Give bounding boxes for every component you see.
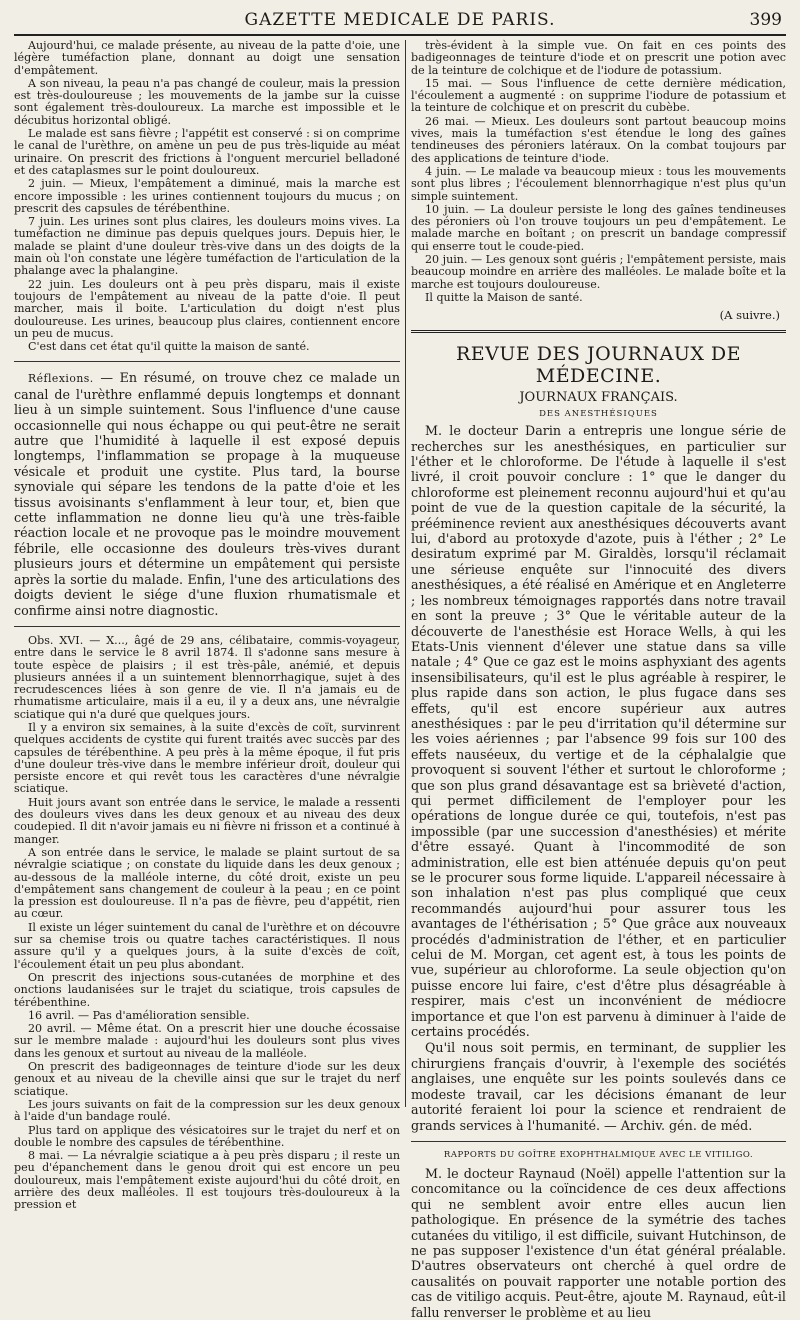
observation-paragraph: 2 juin. — Mieux, l'empâtement a diminué, mais la marche est encore impossible : les urines contiennent toujours du mucus ; on prescrit des capsules de térébenthine.: [14, 177, 400, 215]
divider: [411, 1141, 786, 1142]
observation-paragraph: Il existe un léger suintement du canal de l'urèthre et on découvre sur sa chemise trois ou quatre taches caractéristiques. Il nous assure qu'il y a quelques jours, à la suite d'excès de coït, l'écoulement était un peu plus abondant.: [14, 920, 400, 971]
observation-paragraph: 4 juin. — Le malade va beaucoup mieux : tous les mouvements sont plus libres ; l'écoulement blennorrhagique n'est plus qu'un simple suintement.: [411, 164, 786, 203]
observation-paragraph: 16 avril. — Pas d'amélioration sensible.: [28, 1008, 250, 1022]
section-heading-goitre: RAPPORTS DU GOÎTRE EXOPHTHALMIQUE AVEC LE VITILIGO.: [443, 1149, 754, 1160]
section-heading-anesthesiques: DES ANESTHÉSIQUES: [539, 409, 658, 420]
page-number: 399: [749, 10, 782, 30]
a-suivre-note: (A suivre.): [719, 308, 780, 323]
observation-paragraph: 22 juin. Les douleurs ont à peu près disparu, mais il existe toujours de l'empâtement au niveau de la patte d'oie. Il peut marcher, mais il boite. L'articulation du doigt n'est plus douloureuse. Les urines, beaucoup plus claires, contiennent encore un peu de mucus.: [14, 277, 400, 340]
observation-paragraph: A son entrée dans le service, le malade se plaint surtout de sa névralgie sciatique ; on constate du liquide dans les deux genoux ; au-dessous de la malléole interne, du côté droit, existe un peu d'empâtement sans changement de couleur à la peau ; en ce point la pression est douloureuse. Il n'a pas de fièvre, peu d'appétit, rien au cœur.: [14, 845, 400, 921]
observation-paragraph: Huit jours avant son entrée dans le service, le malade a ressenti des douleurs vives dans les deux genoux et au niveau des deux coudepied. Il dit n'avoir jamais eu ni fièvre ni frisson et a continué à manger.: [14, 795, 400, 846]
observation-continued: [14, 40, 400, 353]
observation-paragraph: 26 mai. — Mieux. Les douleurs sont partout beaucoup moins vives, mais la tuméfaction s'est étendue le long des gaînes tendineuses des péroniers latéraux. On la combat toujours par des applications de teinture d'iode.: [411, 114, 786, 165]
observation-paragraph: Il quitte la Maison de santé.: [425, 290, 583, 304]
goitre-paragraph: M. le docteur Raynaud (Noël) appelle l'attention sur la concomitance ou la coïncidence de ces deux affections qui ne semblent avoir entre elles aucun lien pathologique. En présence de la symétrie des taches cutanées du vitiligo, il est difficile, suivant Hutchinson, de ne pas supposer l'existence d'un état général préalable. D'autres observateurs ont cherché à quel ordre de causalités on pouvait rapporter une notable portion des cas de vitiligo acquis. Peut-être, ajoute M. Raynaud, eût-il fallu renverser le problème et au lieu: [411, 1165, 786, 1320]
section-divider: [411, 330, 786, 333]
reflexions-text: — En résumé, on trouve chez ce malade un canal de l'urèthre enflammé depuis longtemps et donnant lieu à un simple suintement. Sous l'influence d'une cause occasionnelle qui nous échappe ou qui peut-être ne serait autre que l'humidité à laquelle il est exposé depuis longtemps, l'inflammation se propage à la muqueuse vésicale et produit une cystite. Plus tard, la bourse synoviale qui sépare les tendons de la patte d'oie et les tissus avoisinants s'enflamment à leur tour, et, bien que cette inflammation ne donne lieu qu'à une très-faible réaction locale et ne provoque pas le moindre mouvement fébrile, elle occasionne des douleurs très-vives durant plusieurs jours et détermine un empâtement qui persiste après la sortie du malade. Enfin, l'une des articulations des doigts devient le siége d'une fluxion rhumatismale et confirme ainsi notre diagnostic.: [14, 370, 400, 618]
observation-paragraph: Les jours suivants on fait de la compression sur les deux genoux à l'aide d'un bandage roulé.: [14, 1097, 400, 1124]
masthead-title: GAZETTE MEDICALE DE PARIS.: [244, 10, 556, 30]
observation-paragraph: 20 avril. — Même état. On a prescrit hier une douche écossaise sur le membre malade : aujourd'hui les douleurs sont plus vives dans les genoux et surtout au niveau de la malléole.: [14, 1022, 400, 1060]
observation-paragraph: On prescrit des badigeonnages de teinture d'iode sur les deux genoux et au niveau de la cheville ainsi que sur le trajet du nerf sciatique.: [14, 1060, 400, 1098]
observation-paragraph: Obs. XVI. — X..., âgé de 29 ans, célibataire, commis-voyageur, entre dans le service le 8 avril 1874. Il s'adonne sans mesure à toute espèce de plaisirs ; il est très-pâle, anémié, et depuis plusieurs années il a un suintement blennorrhagique, sujet à des recrudescences liées à son genre de vie. Il n'a jamais eu de rhumatisme articulaire, mais il a eu, il y a deux ans, une névralgie sciatique qui n'a duré que quelques jours.: [14, 633, 400, 721]
observation-paragraph: très-évident à la simple vue. On fait en ces points des badigeonnages de teinture d'iode et on prescrit une potion avec de la teinture de colchique et de l'iodure de potassium.: [411, 39, 786, 77]
column-rule: [405, 40, 406, 1107]
review-subtitle: JOURNAUX FRANÇAIS.: [519, 390, 678, 406]
observation-paragraph: 20 juin. — Les genoux sont guéris ; l'empâtement persiste, mais beaucoup moindre en arrière des malléoles. Le malade boîte et la marche est toujours douloureuse.: [411, 253, 786, 291]
observation-paragraph: Le malade est sans fièvre ; l'appétit est conservé : si on comprime le canal de l'urèthre, on amène un peu de pus très-liquide au méat urinaire. On prescrit des frictions à l'onguent mercuriel belladoné et des cataplasmes sur le point douloureux.: [14, 127, 400, 177]
observation-paragraph: A son niveau, la peau n'a pas changé de couleur, mais la pression est très-douloureuse ; les mouvements de la jambe sur la cuisse sont également très-douloureux. La marche est impossible et le décubitus horizontal obligé.: [14, 76, 400, 127]
observation-paragraph: On prescrit des injections sous-cutanées de morphine et des onctions laudanisées sur le trajet du sciatique, trois capsules de térébenthine.: [14, 970, 400, 1009]
left-column: [14, 39, 400, 1212]
observation-paragraph: 8 mai. — La névralgie sciatique a à peu près disparu ; il reste un peu d'épanchement dans le genou droit qui est encore un peu douloureux, mais l'empâtement existe aujourd'hui du côté droit, en arrière des deux malléoles. Il est toujours très-douloureux à la pression et: [14, 1149, 400, 1212]
observation-paragraph: C'est dans cet état qu'il quitte la maison de santé.: [28, 340, 310, 354]
observation-paragraph: 7 juin. Les urines sont plus claires, les douleurs moins vives. La tuméfaction ne diminue pas depuis quelques jours. Depuis hier, le malade se plaint d'une douleur très-vive dans un des doigts de la main où l'on constate une légère tuméfaction de l'articulation de la phalange avec la phalangine.: [14, 215, 400, 278]
review-title: REVUE DES JOURNAUX DE MÉDECINE.: [455, 343, 742, 388]
observation-paragraph: Plus tard on applique des vésicatoires sur le trajet du nerf et on double le nombre des capsules de térébenthine.: [14, 1123, 400, 1149]
goitre-article: [411, 1166, 786, 1320]
right-column: [411, 39, 786, 1320]
observation-16-continued: [411, 40, 786, 304]
divider: [14, 626, 400, 627]
anesthesiques-article: [411, 423, 786, 1133]
observation-16: [14, 635, 400, 1212]
observation-paragraph: 10 juin. — La douleur persiste le long des gaînes tendineuses des péroniers où l'on trouve toujours un peu d'empâtement. Le malade marche en boîtant ; on prescrit un bandage compressif qui enserre tout le coude-pied.: [411, 202, 786, 253]
reflexions-paragraph: [14, 370, 400, 618]
columns: [14, 39, 786, 1320]
divider: [14, 361, 400, 362]
page-header: [14, 8, 786, 36]
observation-paragraph: Il y a environ six semaines, à la suite d'excès de coït, survinrent quelques accidents de cystite qui furent traités avec succès par des capsules de térébenthine. A peu près à la même époque, il fut pris d'une douleur très-vive dans le membre inférieur droit, douleur qui persiste encore et qui revêt tous les caractères d'une névralgie sciatique.: [14, 721, 400, 796]
article-paragraph: Qu'il nous soit permis, en terminant, de supplier les chirurgiens français d'ouvrir, à l'exemple des sociétés anglaises, une enquête sur les points soulevés dans ce modeste travail, car les décisions émanant de leur autorité feraient loi pour la science et rendraient de grands services à l'humanité. — Archiv. gén. de méd.: [411, 1040, 786, 1133]
observation-paragraph: 15 mai. — Sous l'influence de cette dernière médication, l'écoulement a augmenté : on supprime l'iodure de potassium et la teinture de colchique et on prescrit du cubèbe.: [411, 76, 786, 115]
reflexions-label: Réflexions.: [28, 372, 94, 386]
article-paragraph: M. le docteur Darin a entrepris une longue série de recherches sur les anesthésiques, en particulier sur l'éther et le chloroforme. De l'étude à laquelle il s'est livré, il croit pouvoir conclure : 1° que le danger du chloroforme est pleinement reconnu aujourd'hui et qu'au point de vue de la question capitale de la sécurité, la prééminence revient aux anesthésiques découverts avant lui, d'abord au protoxyde d'azote, puis à l'éther ; 2° Le desiratum exprimé par M. Giraldès, lorsqu'il réclamait une sérieuse enquête sur l'innocuité des divers anesthésiques, a été réalisé en Amérique et en Angleterre ; les nombreux témoignages rapportés dans notre travail en sont la preuve ; 3° Que le véritable auteur de la découverte de l'anesthésie est Horace Wells, à qui les Etats-Unis viennent d'élever une statue dans sa ville natale ; 4° Que ce gaz est le moins asphyxiant des agents insensibilisateurs, qu'il est le plus agréable à respirer, le plus rapide dans son action, le plus fugace dans ses effets, qu'il est encore supérieur aux autres anesthésiques : par le peu d'irritation qu'il détermine sur les voies aériennes ; par l'absence 99 fois sur 100 des effets nauséeux, du vertige et de la céphalalgie que provoquent si souvent l'éther et surtout le chloroforme ; que son plus grand désavantage est sa brièveté d'action, qui permet difficilement de l'employer pour les opérations de longue durée ce qui, toutefois, n'est pas impossible (par une succession d'anesthésies) et mérite d'être essayé. Quant à l'incommodité de son administration, elle est bien atténuée depuis qu'on peut se le procurer sous forme liquide. L'appareil nécessaire à son inhalation n'est pas plus compliqué que ceux recommandés aujourd'hui pour assurer tous les avantages de l'éthérisation ; 5° Que grâce aux nouveaux procédés d'administration de l'éther, et en particulier celui de M. Morgan, cet agent est, à tous les points de vue, supérieur au chloroforme. La seule objection qu'on puisse encore lui faire, c'est d'être plus désagréable à respirer, mais c'est un inconvénient de médiocre importance et que l'on est parvenu à diminuer à l'aide de certains procédés.: [411, 423, 786, 1040]
reflexions-block: [14, 370, 400, 618]
observation-paragraph: Aujourd'hui, ce malade présente, au niveau de la patte d'oie, une légère tuméfaction plane, donnant au doigt une sensation d'empâtement.: [14, 39, 400, 77]
